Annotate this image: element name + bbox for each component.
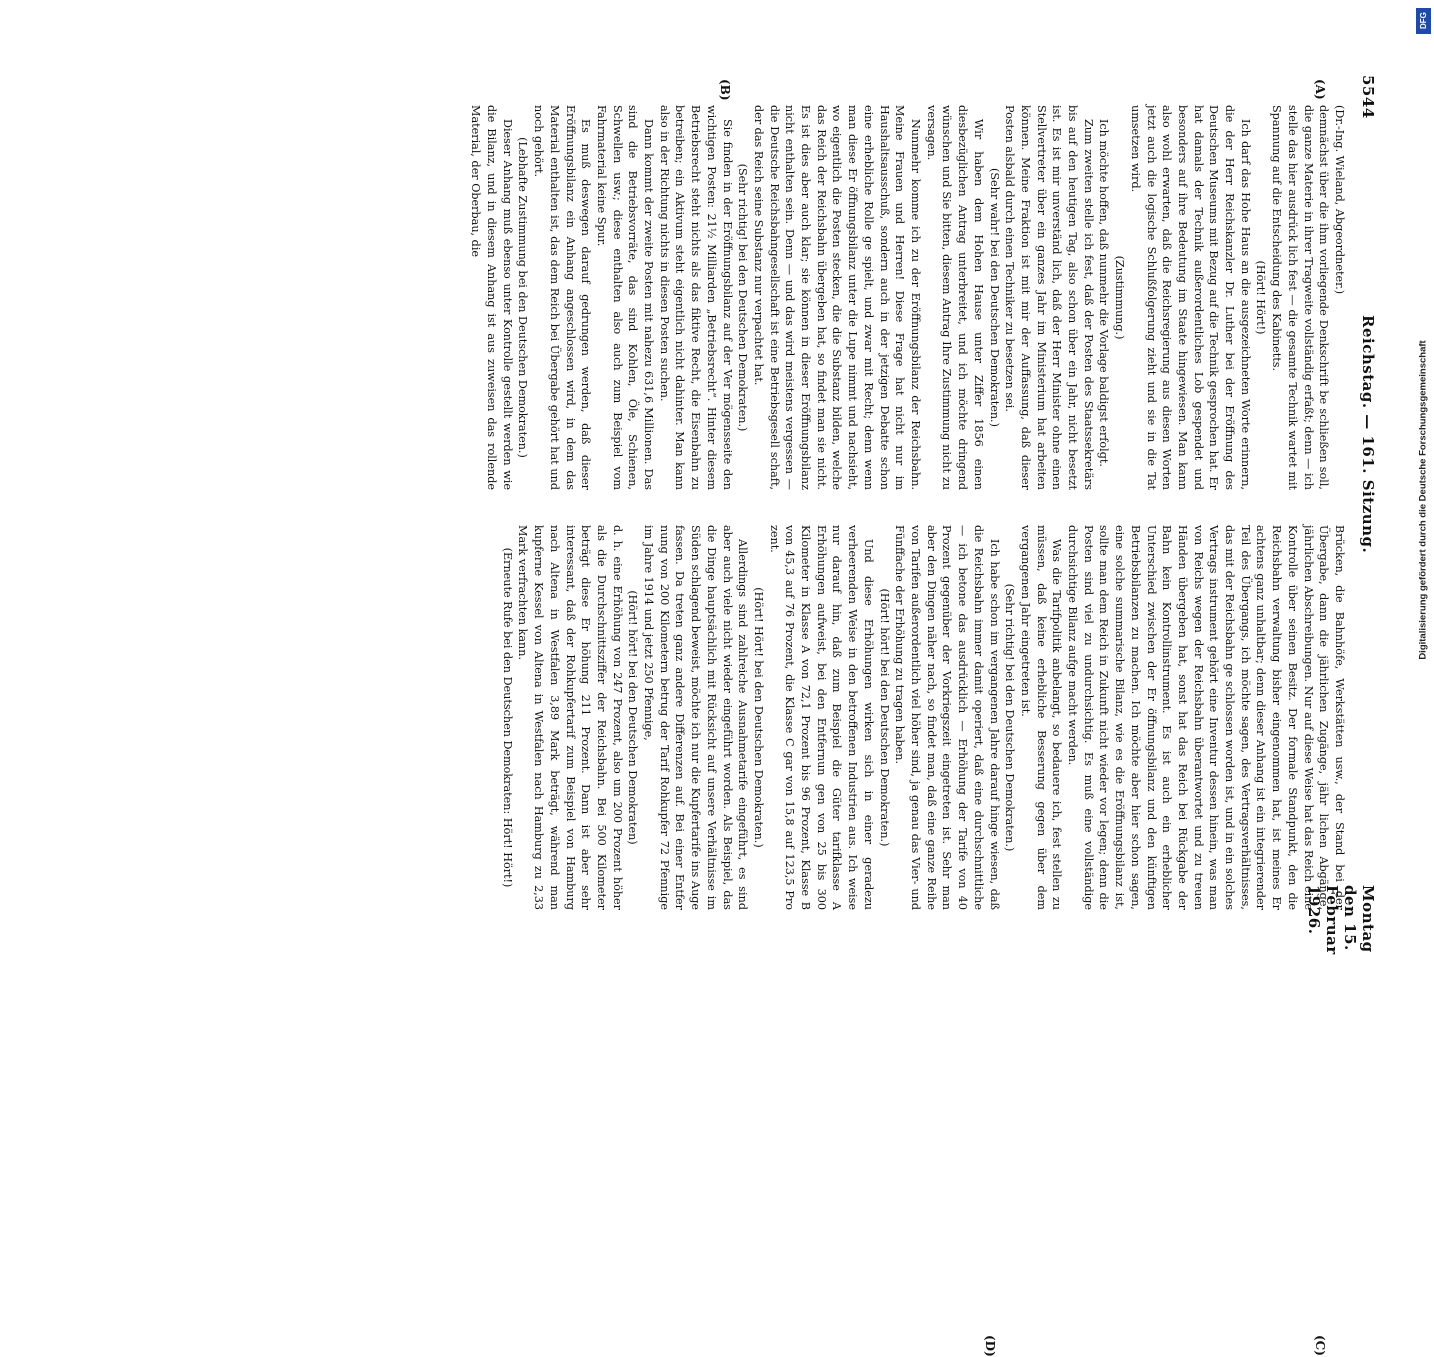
interjection: (Sehr wahr! bei den Deutschen Demokraten.): [987, 168, 1001, 427]
margin-marker-b: (B): [718, 79, 732, 101]
interjection: (Erneute Rufe bei den Deutschen Demokraten: Hört! Hört!): [500, 547, 514, 888]
right-column: [500, 525, 1347, 910]
paragraph: Zum zweiten stelle ich fest, daß der Posten des Staatssekretärs bis auf den heutigen Tag, also schon über ein Jahr, nicht besetzt ist. Es ist mir unverständ lich, daß der Herr Minister ohne einen Stellvertreter über ein ganzes Jahr im Ministerium hat arbeiten können. Meine Fraktion ist mit mir der Auffassung, daß dieser Posten alsbald durch einen Techniker zu besetzen sei.: [1003, 105, 1095, 490]
session-title: Reichstag. — 161. Sitzung.: [1359, 315, 1377, 554]
paragraph: d. h. eine Erhöhung von 247 Prozent, also um 200 Prozent höher als die Durchschnittsziffer der Reichsbahn. Bei 500 Kilometer beträgt diese Er höhung 211 Prozent. Dann ist aber sehr interessant, daß der Rohkupfertarif zum Beispiel von Hamburg nach Altena in Westfalen 3,89 Mark beträgt, während man kupferne Kessel von Altena in Westfalen nach Hamburg zu 2,33 Mark verfrachten kann.: [516, 525, 624, 910]
paragraph: Und diese Erhöhungen wirken sich in einer geradezu verheerenden Weise in den betroffenen Industrien aus. Ich weise nur darauf hin, daß zum Beispiel die Güter tarifklasse A Erhöhungen aufweist, bei den Entfernun gen von 25 bis 300 Kilometer in Klasse A von 72,1 Prozent bis 96 Prozent, Klasse B von 45,3 auf 76 Prozent, die Klasse C gar von 15,8 auf 123,5 Pro zent.: [767, 525, 875, 910]
interjection: (Hört! hört! bei den Deutschen Demokraten): [626, 590, 640, 845]
document-page: [57, 55, 1377, 1357]
paragraph: Allerdings sind zahlreiche Ausnahmetarife eingeführt, es sind aber auch viele nicht wieder eingeführt worden. Als Beispiel, das die Dinge hauptsächlich mit Rücksicht auf unsere Verhältnisse im Süden schlagend beweist, möchte ich nur die Kupfertarife ins Auge fassen. Da treten ganz andere Differenzen auf. Bei einer Entfer nung von 200 Kilometern betrug der Tarif Rohkupfer 72 Pfennige im Jahre 1914 und jetzt 250 Pfennige,: [642, 525, 750, 910]
paragraph: Was die Tarifpolitik anbelangt, so bedauere ich, fest stellen zu müssen, daß keine erhebliche Besserung gegen über dem vergangenen Jahr eingetreten ist.: [1018, 525, 1064, 910]
paragraph: Ich habe schon im vergangenen Jahre darauf hinge wiesen, daß die Reichsbahn immer damit operiert, daß eine durchschnittliche — ich betone das ausdrücklich — Erhöhung der Tarife von 40 Prozent gegenüber der Vorkriegszeit eingetreten ist. Sehr man aber den Dingen näher nach, so findet man, daß eine ganze Reihe von Tarifen außerordentlich viel höher sind, ja genau das Vier- und Fünffache der Erhöhung zu tragen haben.: [893, 525, 1001, 910]
paragraph: Brücken, die Bahnhöfe, Werkstätten usw., der Stand bei der Übergabe, dann die jährlichen Zugänge, jähr lichen Abgänge, jährlichen Abschreibungen. Nur auf diese Weise hat das Reich eine Kontrolle über seinen Besitz. Der formale Standpunkt, den die Reichsbahn verwaltung bisher eingenommen hat, ist meines Er achtens ganz unhaltbar; denn dieser Anhang ist ein integrierender Teil des Übergangs, ich möchte sagen, des Vertragsverhältnisses, das mit der Reichsbahn ge schlossen worden ist, und in ein solches Vertrags instrument gehört eine Inventur dessen hinein, was man von Reichs wegen der Reichsbahn überantwortet und zu treuen Händen übergeben hat, sonst hat das Reich bei Rückgabe der Bahn kein Kontrollinstrument. Es ist auch ein erheblicher Unterschied zwischen der Er öffnungsbilanz und den künftigen Betriebsbilanzen zu machen. Ich möchte aber hier schon sagen, eine solche summarische Bilanz, wie es die Eröffnungsbilanz ist, sollte man dem Reich in Zukunft nicht wieder vor legen; denn die Posten sind viel zu undurchsichtig. Es muß eine vollständige durchsichtige Bilanz aufge macht werden.: [1066, 525, 1346, 910]
interjection: (Sehr richtig! bei den Deutschen Demokraten.): [1003, 583, 1017, 852]
paragraph: demnächst über die ihm vorliegende Denkschrift be schließen soll, die ganze Materie in ihrer Tragweite vollständig erfaßt; denn — ich stelle das hier ausdrück lich fest — die gesamte Technik wartet mit Spannung auf die Entscheidung des Kabinetts.: [1270, 105, 1331, 490]
paragraph: Ich darf das Hohe Haus an die ausgezeichneten Worte erinnern, die der Herr Reichskanzler Dr. Luther bei der Eröffnung des Deutschen Museums mit Bezug auf die Technik gesprochen hat. Er hat damals der Technik außerordentliches Lob gespendet und besonders auf ihre Bedeutung im Staate hingewiesen. Man kann also wohl erwarten, daß die Reichsregierung aus diesen Worten jetzt auch die logische Schlußfolgerung zieht und sie in die Tat umsetzen wird.: [1128, 105, 1252, 490]
digitization-note-text: Digitalisierung gefördert durch die Deutsche Forschungsgemeinschaft: [1417, 340, 1429, 660]
speaker-line: (Dr.-Ing. Wieland, Abgeordneter.): [1333, 105, 1346, 295]
page-number: 5544: [1359, 75, 1377, 119]
paragraph: Nunmehr komme ich zu der Eröffnungsbilanz der Reichsbahn. Meine Frauen und Herren! Diese Frage hat nicht nur im Haushaltsausschuß, sondern auch in der jetzigen Debatte schon eine erhebliche Rolle ge spielt, und zwar mit Recht; denn wenn man diese Er öffnungsbilanz unter die Lupe nimmt und nachsieht, wo eigentlich die Posten stecken, die die Substanz bilden, welche das Reich der Reichsbahn übergeben hat, so findet man sie nicht. Es ist dies aber auch klar; sie können in dieser Eröffnungsbilanz nicht enthalten sein. Denn — und das wird meistens vergessen — die Deutsche Reichsbahngesellschaft ist eine Betriebsgesell schaft, der das Reich seine Substanz nur verpachtet hat.: [751, 105, 923, 490]
dfg-logo: DFG: [1416, 8, 1431, 34]
paragraph: Sie finden in der Eröffnungsbilanz auf der Ver mögensseite den wichtigen Posten: 21½ Milliarden „Betriebsrecht“. Hinter diesem Betriebsrecht steht nichts als das fiktive Recht, die Eisenbahn zu betreiben; ein Aktivum steht eigentlich nicht dahinter. Man kann also in der Richtung nichts in diesen Posten suchen.: [657, 105, 734, 490]
interjection: (Hört! Hört!): [1254, 260, 1268, 335]
margin-marker-a: (A): [1313, 79, 1327, 100]
paragraph: Es muß deswegen darauf gedrungen werden, daß dieser Eröffnungsbilanz ein Anhang angeschlossen wird, in dem das Material enthalten ist, das dem Reich bei Übergabe gehört hat und noch gehört.: [532, 105, 593, 490]
interjection: (Sehr richtig! bei den Deutschen Demokraten.): [736, 163, 750, 432]
paragraph: Dieser Anhang muß ebenso unter Kontrolle gestellt werden wie die Bilanz, und in diesem Anhang ist aus zuweisen das rollende Material, der Oberbau, die: [469, 105, 514, 490]
interjection: (Lebhafte Zustimmung bei den Deutschen Demokraten.): [516, 137, 530, 458]
paragraph: Dann kommt der zweite Posten mit nahezu 631,6 Millionen. Das sind die Betriebsvorräte, das sind Kohlen, Öle, Schienen, Schwellen usw.; diese enthalten also auch zum Beispiel vom Fahrmaterial keine Spur.: [594, 105, 656, 490]
interjection: (Hört! Hört! bei den Deutschen Demokraten.): [751, 587, 765, 848]
margin-marker-c: (C): [1313, 1335, 1327, 1356]
interjection: (Zustimmung.): [1113, 255, 1127, 340]
date-title: Montag den 15. Februar 1926.: [1305, 885, 1377, 955]
paragraph: Wir haben dem Hohen Hause unter Ziffer 1856 einen diesbezüglichen Antrag unterbreitet, und ich möchte dringend wünschen und Sie bitten, diesem Antrag Ihre Zustimmung nicht zu versagen.: [924, 105, 985, 490]
margin-marker-d: (D): [983, 1335, 997, 1357]
left-column: [469, 105, 1347, 490]
interjection: (Hört! hört! bei den Deutschen Demokraten.): [877, 588, 891, 847]
digitization-note: [1412, 0, 1434, 1000]
paragraph: Ich möchte hoffen, daß nunmehr die Vorlage baldigst erfolgt.: [1097, 119, 1111, 467]
